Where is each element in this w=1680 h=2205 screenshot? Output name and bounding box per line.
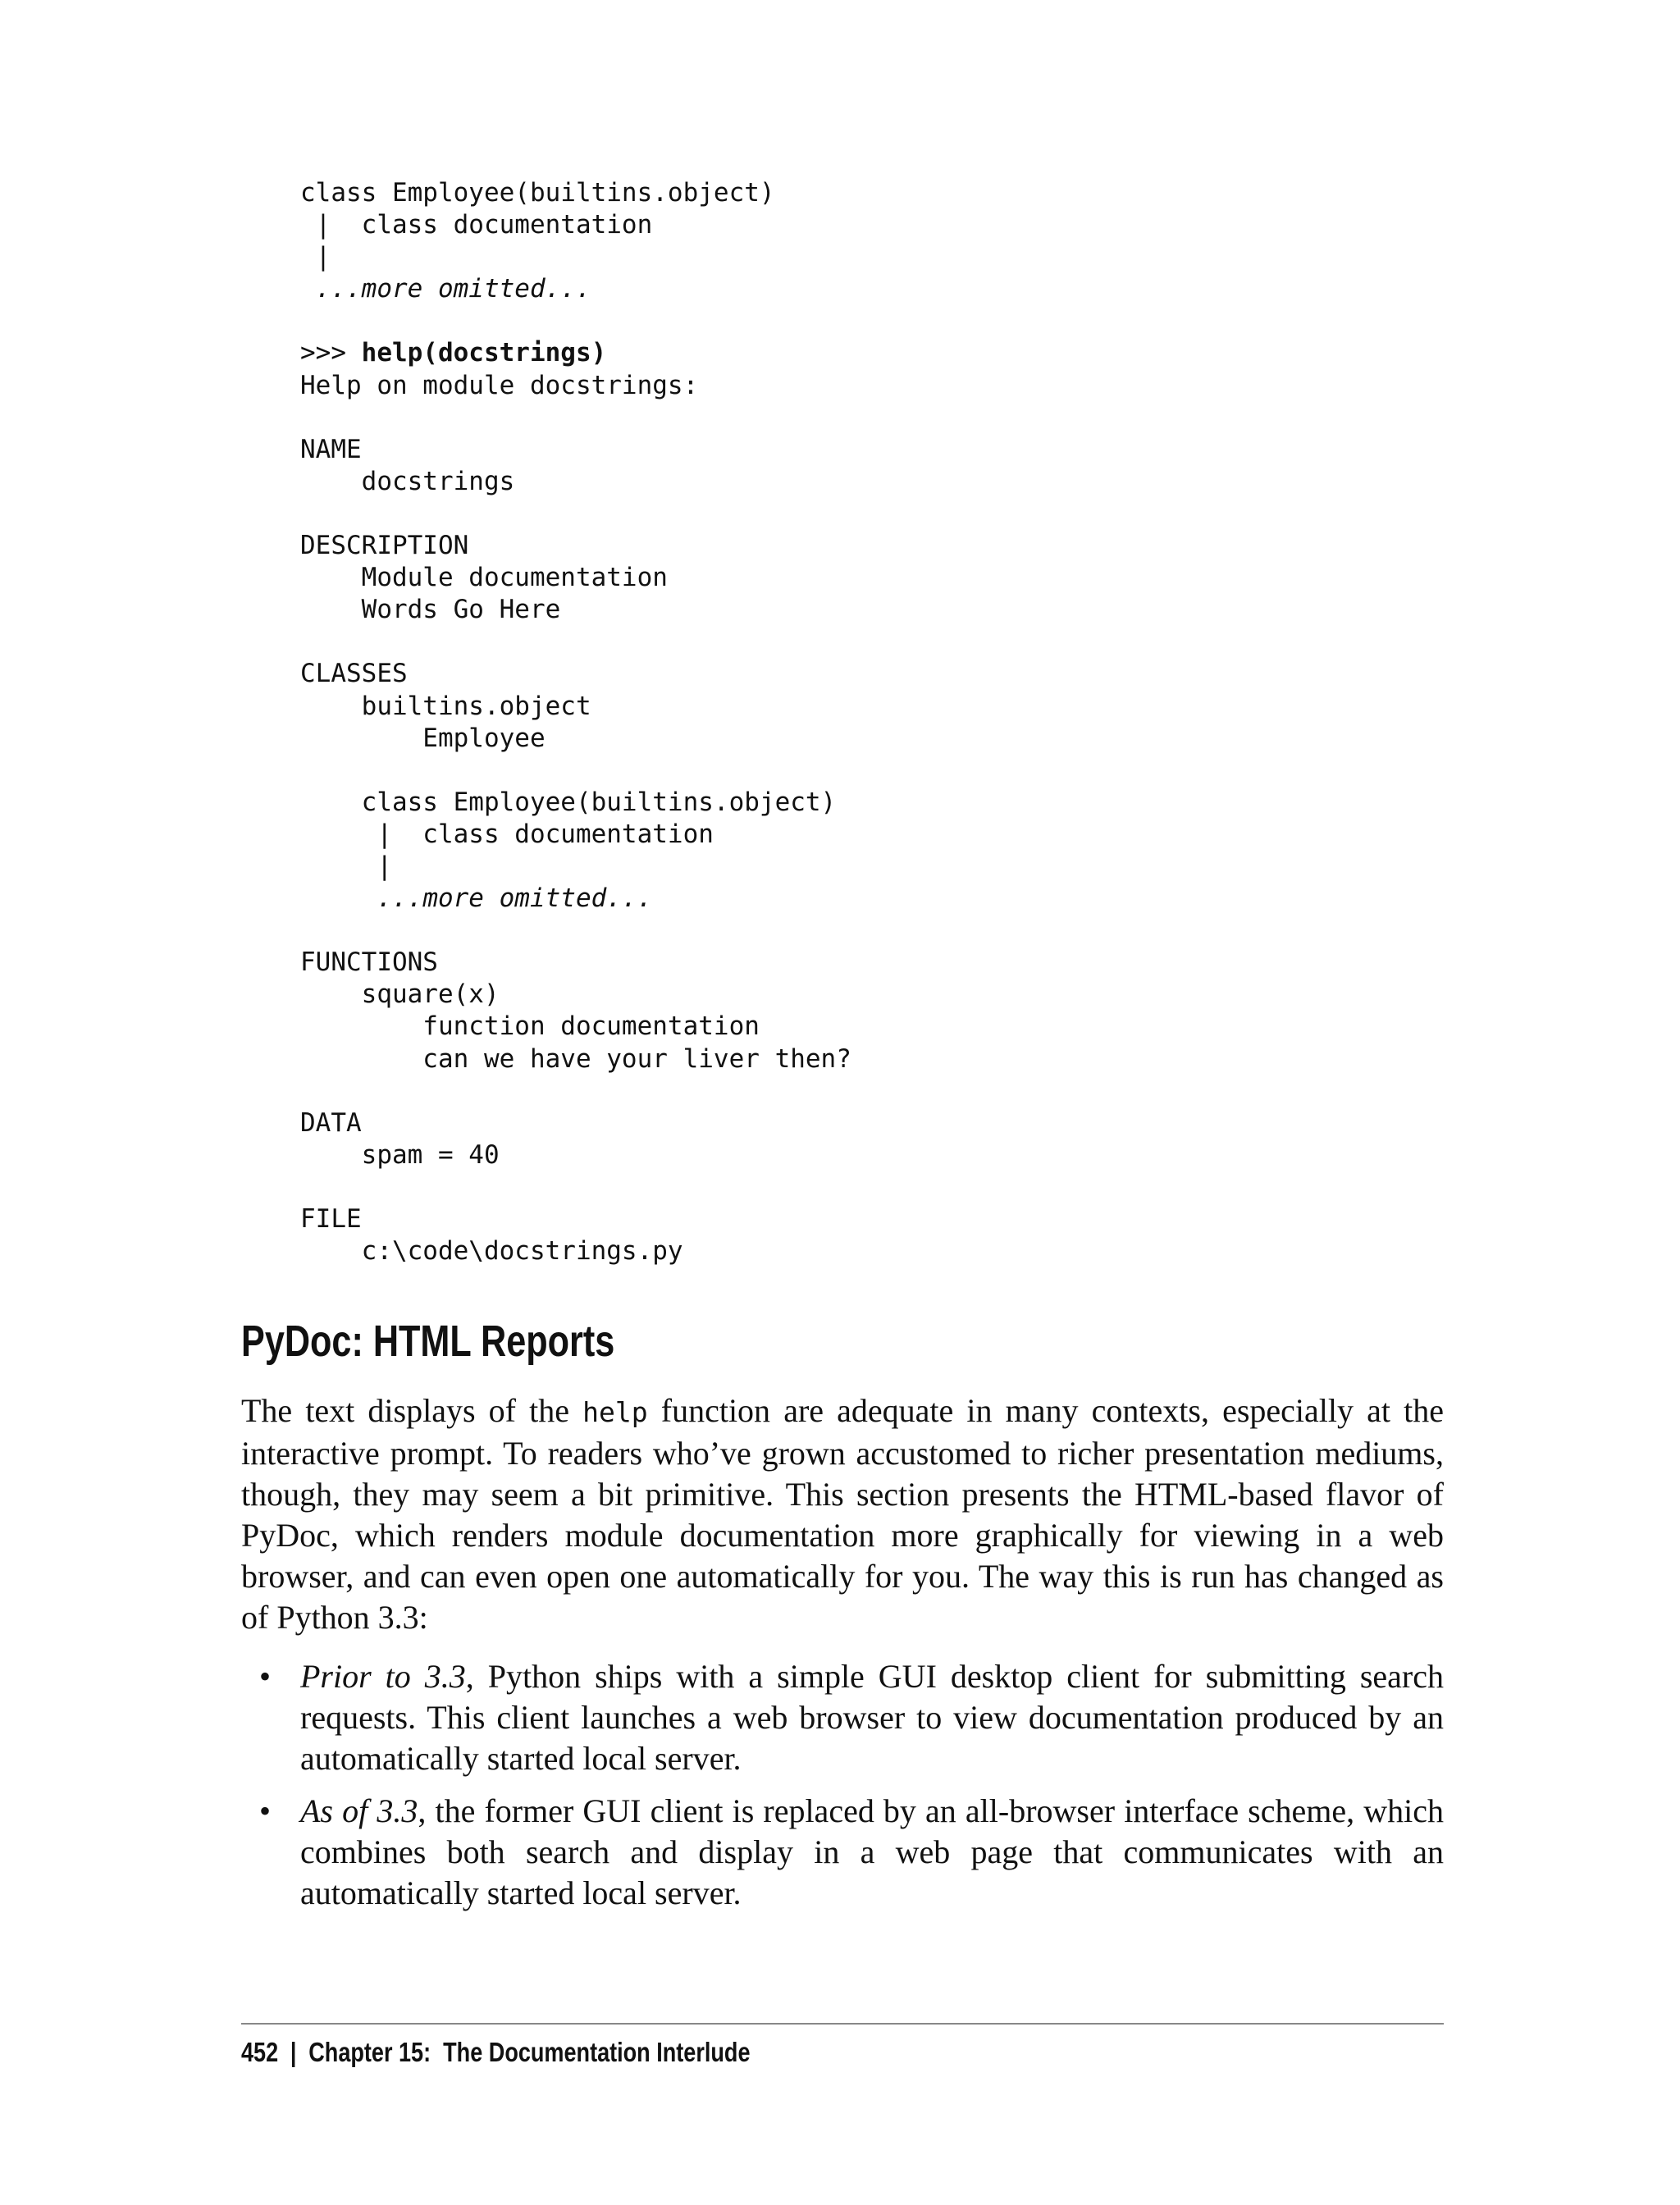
code-line: | class documentation xyxy=(300,210,653,240)
code-line-prompt xyxy=(300,337,851,369)
inline-code-help: help xyxy=(582,1396,648,1428)
code-line: CLASSES xyxy=(300,659,408,689)
code-line: class Employee(builtins.object) xyxy=(300,787,837,817)
code-line xyxy=(300,755,851,787)
code-line: | xyxy=(300,242,331,272)
code-line xyxy=(300,1075,851,1107)
code-line xyxy=(300,1171,851,1203)
code-line xyxy=(300,915,851,947)
code-line: Help on module docstrings: xyxy=(300,370,699,400)
code-line: | xyxy=(300,851,392,881)
code-line: function documentation xyxy=(300,1011,760,1042)
code-line: DESCRIPTION xyxy=(300,531,469,561)
code-line: square(x) xyxy=(300,979,500,1010)
code-line xyxy=(300,626,851,658)
code-line: Module documentation xyxy=(300,563,668,593)
code-line: NAME xyxy=(300,434,362,464)
bullet-item xyxy=(241,1656,1444,1779)
section-heading: PyDoc: HTML Reports xyxy=(241,1317,615,1366)
bullet-item xyxy=(241,1791,1444,1914)
bullet-lead: As of 3.3 xyxy=(300,1792,418,1829)
code-line: c:\code\docstrings.py xyxy=(300,1236,683,1267)
code-line: DATA xyxy=(300,1107,362,1138)
intro-paragraph: The text displays of the help function are adequate in many contexts, especially at the interactive prompt. To readers who’ve grown accustomed to richer presentation mediums, though, they may seem a bit primitive. This section presents the HTML-based flavor of PyDoc, which renders module documentation more graphically for viewing in a web browser, and can even open one automatically for you. The way this is run has changed as of Python 3.3: xyxy=(241,1392,1445,1636)
code-line: builtins.object xyxy=(300,691,591,721)
bullet-list xyxy=(241,1656,1444,1914)
code-line: Employee xyxy=(300,723,546,753)
footer-separator: | xyxy=(290,2037,297,2067)
code-line: FILE xyxy=(300,1204,362,1234)
code-line: class Employee(builtins.object) xyxy=(300,178,775,208)
omitted-note: ...more omitted... xyxy=(377,883,653,914)
section-body xyxy=(241,1390,1444,1925)
code-line: docstrings xyxy=(300,466,515,496)
code-line xyxy=(300,402,851,434)
bullet-icon: • xyxy=(259,1792,272,1829)
bullet-text: , Python ships with a simple GUI desktop client for submitting search requests. This client launches a web browser to view documentation produced by an automatically started local server. xyxy=(300,1658,1444,1777)
code-line-omitted xyxy=(300,883,851,915)
code-line xyxy=(300,305,851,337)
prompt-marker: >>> xyxy=(300,338,362,368)
page-number: 452 xyxy=(241,2037,279,2067)
prompt-command: help(docstrings) xyxy=(361,338,607,368)
bullet-lead: Prior to 3.3 xyxy=(300,1658,466,1695)
code-line: can we have your liver then? xyxy=(300,1043,851,1074)
chapter-title: Chapter 15: The Documentation Interlude xyxy=(308,2037,751,2067)
code-line: | class documentation xyxy=(300,819,714,849)
code-line: spam = 40 xyxy=(300,1139,500,1170)
bullet-text: , the former GUI client is replaced by an all-browser interface scheme, which combines both search and display in a web page that communicates with an automatically started local server. xyxy=(300,1792,1444,1911)
code-listing xyxy=(300,177,851,1267)
bullet-icon: • xyxy=(259,1658,272,1695)
code-line-omitted xyxy=(300,273,851,305)
footer-divider xyxy=(241,2023,1444,2025)
code-line xyxy=(300,498,851,530)
omitted-note: ...more omitted... xyxy=(315,274,591,304)
code-line: Words Go Here xyxy=(300,595,561,625)
code-line: FUNCTIONS xyxy=(300,947,438,978)
page-footer xyxy=(241,2034,751,2070)
